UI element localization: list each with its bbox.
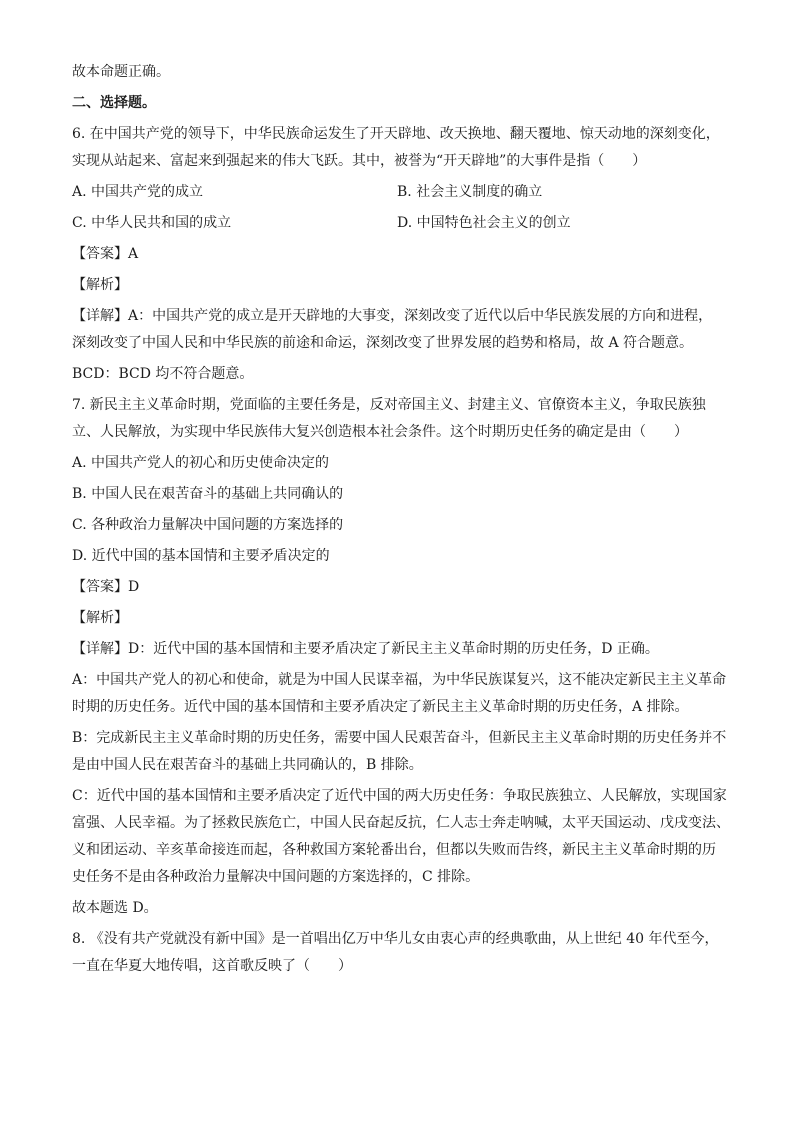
question-7-detail-line-4: B：完成新民主主义革命时期的历史任务，需要中国人民艰苦奋斗，但新民主主义革命时期的历史任务并不: [72, 730, 727, 746]
question-8-stem-line-2: 一直在华夏大地传唱，这首歌反映了（ ）: [72, 958, 352, 974]
question-7-detail-line-2: A：中国共产党人的初心和使命，就是为中国人民谋幸福，为中华民族谋复兴，这不能决定新民主主义革命: [72, 672, 727, 688]
question-7-detail-line-9: 史任务不是由各种政治力量解决中国问题的方案选择的，C 排除。: [72, 869, 480, 885]
question-6-stem-line-2: 实现从站起来、富起来到强起来的伟大飞跃。其中，被誉为“开天辟地”的大事件是指（ ）: [72, 153, 647, 169]
question-7-detail-line-5: 是由中国人民在艰苦奋斗的基础上共同确认的，B 排除。: [72, 757, 423, 773]
previous-question-conclusion: 故本命题正确。: [72, 64, 170, 80]
question-7: [72, 395, 732, 918]
section-heading-choice-questions: 二、选择题。: [72, 95, 156, 111]
question-6: [72, 124, 732, 384]
question-6-options-row-2: [72, 213, 732, 233]
question-6-option-c: C. 中华人民共和国的成立: [72, 215, 232, 231]
question-6-analysis-label: 【解析】: [72, 277, 128, 293]
question-6-options-row-1: [72, 182, 732, 202]
question-7-detail-line-8: 义和团运动、辛亥革命接连而起，各种救国方案轮番出台，但都以失败而告终，新民主主义革命时期的历: [72, 842, 716, 858]
question-7-option-c: C. 各种政治力量解决中国问题的方案选择的: [72, 517, 344, 533]
question-6-option-d: D. 中国特色社会主义的创立: [397, 215, 571, 231]
question-6-answer: 【答案】A: [72, 246, 139, 262]
question-7-analysis-label: 【解析】: [72, 610, 128, 626]
question-7-detail-line-6: C：近代中国的基本国情和主要矛盾决定了近代中国的两大历史任务：争取民族独立、人民解放，实现国家: [72, 788, 727, 804]
question-7-detail-line-7: 富强、人民幸福。为了拯救民族危亡，中国人民奋起反抗，仁人志士奔走呐喊，太平天国运动、戊戌变法、: [72, 815, 730, 831]
question-7-detail-line-1: 【详解】D：近代中国的基本国情和主要矛盾决定了新民主主义革命时期的历史任务，D 正确。: [72, 641, 659, 657]
question-7-detail-line-3: 时期的历史任务。近代中国的基本国情和主要矛盾决定了新民主主义革命时期的历史任务，A 排除。: [72, 699, 689, 715]
question-7-option-d: D. 近代中国的基本国情和主要矛盾决定的: [72, 548, 330, 564]
question-6-stem-line-1: 6. 在中国共产党的领导下，中华民族命运发生了开天辟地、改天换地、翻天覆地、惊天动地的深刻变化，: [72, 126, 720, 142]
question-6-detail-line-2: 深刻改变了中国人民和中华民族的前途和命运，深刻改变了世界发展的趋势和格局，故 A 符合题意。: [72, 335, 694, 351]
question-6-detail-line-3: BCD：BCD 均不符合题意。: [72, 366, 254, 382]
question-7-answer: 【答案】D: [72, 579, 140, 595]
question-7-stem-line-2: 立、人民解放，为实现中华民族伟大复兴创造根本社会条件。这个时期历史任务的确定是由（ ）: [72, 424, 688, 440]
question-8: [72, 929, 732, 976]
question-6-detail-line-1: 【详解】A：中国共产党的成立是开天辟地的大事变，深刻改变了近代以后中华民族发展的方向和进程，: [72, 308, 713, 324]
question-7-option-b: B. 中国人民在艰苦奋斗的基础上共同确认的: [72, 486, 344, 502]
question-6-option-b: B. 社会主义制度的确立: [397, 184, 543, 200]
question-6-option-a: A. 中国共产党的成立: [72, 184, 204, 200]
question-7-stem-line-1: 7. 新民主主义革命时期，党面临的主要任务是，反对帝国主义、封建主义、官僚资本主义，争取民族独: [72, 397, 706, 413]
question-7-detail-line-10: 故本题选 D。: [72, 900, 158, 916]
question-8-stem-line-1: 8. 《没有共产党就没有新中国》是一首唱出亿万中华儿女由衷心声的经典歌曲，从上世纪 40 年代至今，: [72, 931, 719, 947]
document-page: [72, 62, 732, 987]
question-7-option-a: A. 中国共产党人的初心和历史使命决定的: [72, 455, 330, 471]
